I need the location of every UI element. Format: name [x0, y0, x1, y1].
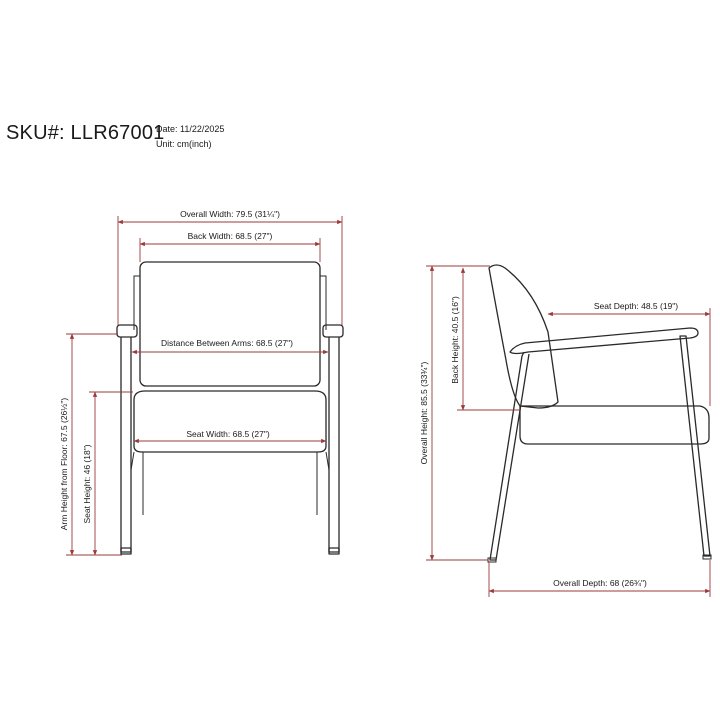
side-seat: [520, 406, 709, 444]
overall-height-label: Overall Height: 85.5 (33¾"): [419, 361, 429, 465]
side-front-leg: [680, 336, 710, 556]
back-width-label: Back Width: 68.5 (27"): [187, 231, 273, 241]
seat-width-label: Seat Width: 68.5 (27"): [186, 429, 270, 439]
front-back-frame: [134, 276, 326, 330]
front-dimensions: [59, 209, 342, 555]
unit-label: Unit: cm(inch): [156, 139, 212, 149]
distance-between-arms-label: Distance Between Arms: 68.5 (27"): [161, 338, 293, 348]
side-rear-leg: [490, 352, 529, 560]
side-dimensions: [419, 266, 710, 597]
front-right-arm-post: [329, 337, 339, 552]
front-leg-braces: [131, 452, 329, 470]
side-armrest: [510, 328, 698, 354]
front-left-foot: [121, 548, 131, 554]
date-label: Date: 11/22/2025: [156, 124, 225, 134]
front-seat: [134, 391, 326, 452]
front-inner-legs: [143, 452, 317, 515]
seat-height-label: Seat Height: 46 (18"): [82, 444, 92, 524]
front-backrest: [140, 262, 320, 386]
back-height-label: Back Height: 40.5 (16"): [450, 296, 460, 384]
overall-width-label: Overall Width: 79.5 (31¼"): [180, 209, 280, 219]
front-view-chair: [117, 262, 343, 554]
front-right-foot: [329, 548, 339, 554]
arm-height-label: Arm Height from Floor: 67.5 (26½"): [59, 397, 69, 531]
sku-label: SKU#: LLR67001: [6, 122, 165, 144]
overall-depth-label: Overall Depth: 68 (26¾"): [553, 578, 647, 588]
front-left-arm-post: [121, 337, 131, 552]
seat-depth-label: Seat Depth: 48.5 (19"): [593, 301, 679, 311]
